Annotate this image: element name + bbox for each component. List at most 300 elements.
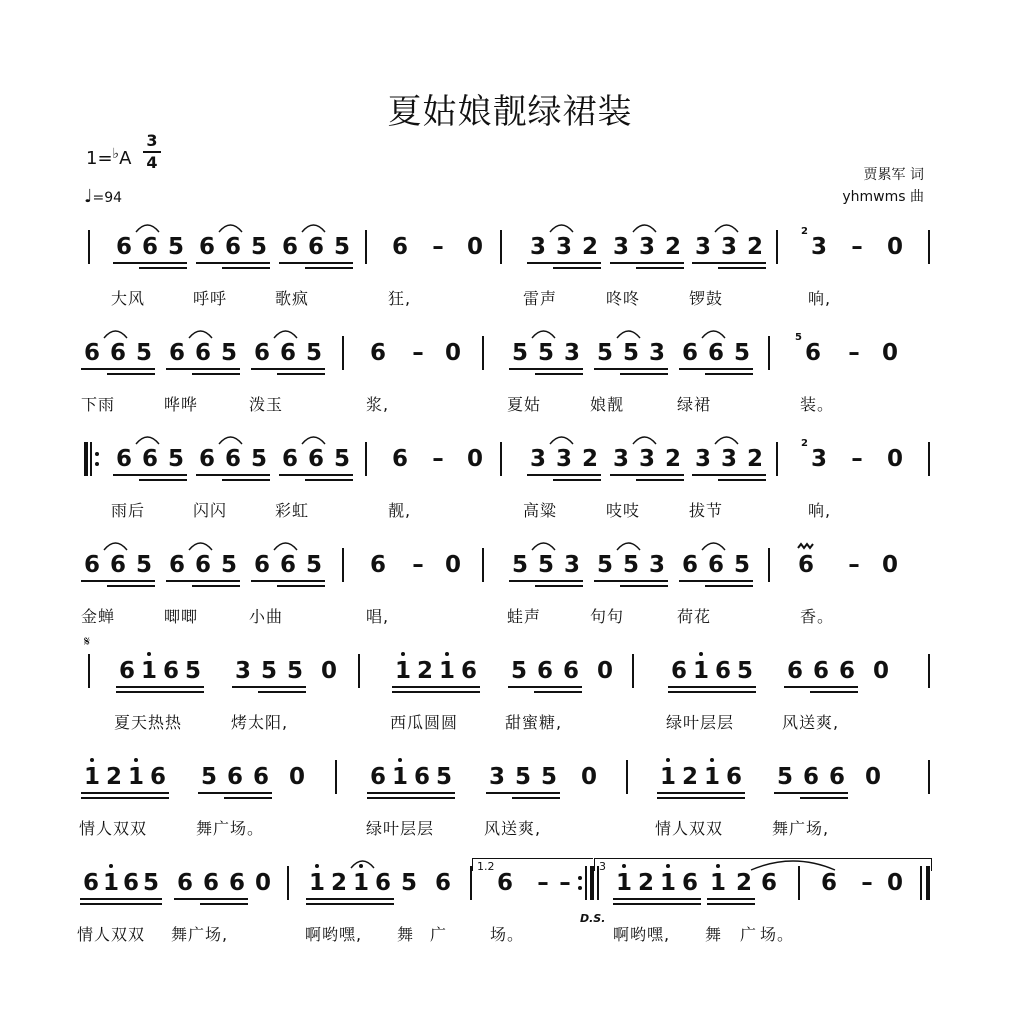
flat-icon: ♭	[112, 146, 120, 162]
note: 6	[725, 764, 742, 790]
note: 1	[391, 764, 408, 790]
note: 6	[828, 764, 845, 790]
barline	[482, 336, 484, 370]
barline	[928, 442, 930, 476]
beam	[692, 262, 766, 264]
note: 0	[886, 234, 903, 260]
slur	[701, 326, 726, 340]
beam	[306, 903, 394, 905]
note: 6	[391, 234, 408, 260]
note: 1	[709, 870, 726, 896]
lyric: 唧唧	[164, 607, 199, 626]
slur	[632, 432, 657, 446]
lyric: 西瓜圆圆	[390, 713, 459, 732]
note: 6	[224, 234, 241, 260]
note: 5	[622, 340, 639, 366]
note: 5	[596, 552, 613, 578]
lyric: 歌疯	[275, 289, 310, 308]
note: 2	[416, 658, 433, 684]
note: 6	[413, 764, 430, 790]
lyric: 拔节	[689, 501, 724, 520]
beam	[113, 474, 187, 476]
beam	[277, 585, 325, 587]
note: 1	[615, 870, 632, 896]
lyric: 场。	[490, 925, 525, 944]
dash: –	[848, 552, 860, 578]
note: 1	[352, 870, 369, 896]
notes-staff	[0, 538, 1020, 598]
note: 5	[537, 552, 554, 578]
time-signature: 3 4	[143, 132, 161, 172]
note: 6	[83, 340, 100, 366]
lyric: 呼呼	[193, 289, 228, 308]
beam	[196, 474, 270, 476]
note: 2	[664, 234, 681, 260]
note: 6	[226, 764, 243, 790]
note: 2	[681, 764, 698, 790]
beam	[707, 903, 755, 905]
beam	[657, 792, 745, 794]
beam	[116, 691, 204, 693]
note: 2	[664, 446, 681, 472]
note: 3	[612, 446, 629, 472]
note: 5	[537, 340, 554, 366]
beam	[139, 479, 187, 481]
note: 5	[200, 764, 217, 790]
beam	[486, 792, 560, 794]
lyric: 句句	[590, 607, 625, 626]
lyric: 舞广场。	[196, 819, 265, 838]
note: 6	[109, 340, 126, 366]
octave-dot	[109, 864, 113, 868]
beam	[222, 267, 270, 269]
note: 6	[812, 658, 829, 684]
note: 6	[83, 552, 100, 578]
note: 5	[511, 340, 528, 366]
lyric: 彩虹	[275, 501, 310, 520]
note: 6	[224, 446, 241, 472]
note: 6	[141, 234, 158, 260]
note: 0	[596, 658, 613, 684]
lyric: 锣鼓	[689, 289, 724, 308]
note: 2	[581, 234, 598, 260]
beam	[251, 368, 325, 370]
beam	[553, 267, 601, 269]
notes-staff	[0, 220, 1020, 280]
barline	[776, 230, 778, 264]
note: 3	[563, 552, 580, 578]
note: 6	[141, 446, 158, 472]
note: 5	[250, 446, 267, 472]
slur	[188, 326, 213, 340]
octave-dot	[90, 758, 94, 762]
note: 6	[115, 234, 132, 260]
note: 6	[391, 446, 408, 472]
beam	[692, 474, 766, 476]
note: 5	[540, 764, 557, 790]
beam	[620, 585, 668, 587]
beam	[139, 267, 187, 269]
beam	[679, 368, 753, 370]
note: 5	[510, 658, 527, 684]
note: 6	[198, 446, 215, 472]
slur	[218, 220, 243, 234]
note: 1	[308, 870, 325, 896]
note: 6	[369, 340, 386, 366]
beam	[594, 580, 668, 582]
note: 5	[167, 446, 184, 472]
dash: –	[412, 340, 424, 366]
note: 3	[648, 552, 665, 578]
dash: –	[861, 870, 873, 896]
beam	[392, 691, 480, 693]
note: 3	[638, 234, 655, 260]
beam	[305, 267, 353, 269]
score-line	[0, 750, 1020, 860]
note: 3	[720, 234, 737, 260]
note: 3	[488, 764, 505, 790]
dash: –	[412, 552, 424, 578]
note: 6	[279, 552, 296, 578]
note: 3	[720, 446, 737, 472]
beam	[784, 686, 858, 688]
note: 6	[802, 764, 819, 790]
note: 0	[881, 340, 898, 366]
slur	[549, 220, 574, 234]
barline	[768, 336, 770, 370]
beam	[232, 686, 306, 688]
dash: –	[851, 446, 863, 472]
slur	[549, 432, 574, 446]
note: 0	[466, 234, 483, 260]
slur	[301, 220, 326, 234]
song-title: 夏姑娘靓绿裙装	[387, 92, 633, 132]
beam	[553, 479, 601, 481]
score-line	[0, 326, 1020, 436]
note: 6	[681, 340, 698, 366]
beam	[535, 585, 583, 587]
note: 3	[810, 446, 827, 472]
beam	[80, 903, 162, 905]
note: 6	[198, 234, 215, 260]
note: 3	[555, 446, 572, 472]
note: 0	[886, 870, 903, 896]
beam	[512, 797, 560, 799]
beam	[718, 479, 766, 481]
lyric: 金蝉	[81, 607, 116, 626]
lyric: 情人双双	[79, 819, 148, 838]
note: 2	[735, 870, 752, 896]
score-line	[0, 432, 1020, 542]
slur	[616, 538, 641, 552]
lyric: 绿裙	[677, 395, 712, 414]
beam	[198, 792, 272, 794]
credits	[842, 164, 924, 208]
note: 3	[694, 446, 711, 472]
note: 6	[118, 658, 135, 684]
barline	[335, 760, 337, 794]
beam	[527, 262, 601, 264]
note: 6	[162, 658, 179, 684]
octave-dot	[315, 864, 319, 868]
note: 1	[692, 658, 709, 684]
note: 6	[707, 340, 724, 366]
note: 3	[563, 340, 580, 366]
lyric: 唱,	[366, 607, 390, 626]
note: 6	[253, 552, 270, 578]
slur	[273, 326, 298, 340]
note: 1	[127, 764, 144, 790]
beam	[707, 898, 755, 900]
note: 1	[102, 870, 119, 896]
note: 6	[797, 552, 814, 578]
lyric: 情人双双	[655, 819, 724, 838]
beam	[718, 267, 766, 269]
note: 6	[786, 658, 803, 684]
note: 5	[776, 764, 793, 790]
note: 6	[820, 870, 837, 896]
beam	[279, 474, 353, 476]
note: 5	[596, 340, 613, 366]
slur	[103, 538, 128, 552]
beam	[610, 262, 684, 264]
note: 6	[82, 870, 99, 896]
note: 6	[202, 870, 219, 896]
lyric: 香。	[800, 607, 835, 626]
lyric: 绿叶层层	[366, 819, 435, 838]
octave-dot	[147, 652, 151, 656]
lyric: 小曲	[249, 607, 284, 626]
note: 1	[703, 764, 720, 790]
beam	[535, 373, 583, 375]
final-barline	[920, 866, 936, 900]
barline	[928, 654, 930, 688]
slur	[531, 326, 556, 340]
note: 0	[444, 552, 461, 578]
octave-dot	[666, 758, 670, 762]
note: 6	[168, 552, 185, 578]
note: 5	[250, 234, 267, 260]
note: 6	[562, 658, 579, 684]
score-line	[0, 538, 1020, 648]
slur	[632, 220, 657, 234]
beam	[116, 686, 204, 688]
lyric: 情人双双	[77, 925, 146, 944]
beam	[305, 479, 353, 481]
note: 6	[109, 552, 126, 578]
beam	[508, 686, 582, 688]
slur	[103, 326, 128, 340]
note: 6	[369, 764, 386, 790]
beam	[113, 262, 187, 264]
lyric: 大风	[111, 289, 146, 308]
beam	[258, 691, 306, 693]
quarter-note-icon: ♩	[84, 186, 93, 207]
beam	[527, 474, 601, 476]
notes-staff	[0, 326, 1020, 386]
note: 0	[320, 658, 337, 684]
note: 6	[252, 764, 269, 790]
note: 6	[194, 552, 211, 578]
beam	[222, 479, 270, 481]
dash: –	[432, 446, 444, 472]
note: 2	[105, 764, 122, 790]
barline	[626, 760, 628, 794]
note: 5	[184, 658, 201, 684]
note: 5	[305, 340, 322, 366]
lyric: 闪闪	[193, 501, 228, 520]
note: 0	[864, 764, 881, 790]
note: 0	[580, 764, 597, 790]
dash: –	[537, 870, 549, 896]
note: 6	[194, 340, 211, 366]
note: 6	[496, 870, 513, 896]
note: 5	[260, 658, 277, 684]
beam	[174, 898, 248, 900]
trill-icon	[797, 542, 815, 550]
barline	[88, 654, 90, 688]
lyric: 舞广场,	[772, 819, 830, 838]
note: 6	[149, 764, 166, 790]
beam	[107, 585, 155, 587]
note: 1	[140, 658, 157, 684]
beam	[620, 373, 668, 375]
slur	[616, 326, 641, 340]
note: 5	[142, 870, 159, 896]
lyric: 装。	[800, 395, 835, 414]
note: 6	[707, 552, 724, 578]
note: 6	[434, 870, 451, 896]
lyric: 狂,	[388, 289, 412, 308]
beam	[636, 479, 684, 481]
lyric: 雷声	[523, 289, 558, 308]
note: 5	[167, 234, 184, 260]
lyric: 场。	[760, 925, 795, 944]
note: 5	[400, 870, 417, 896]
lyric: 舞广场,	[171, 925, 229, 944]
barline	[632, 654, 634, 688]
barline	[928, 760, 930, 794]
note: 5	[220, 552, 237, 578]
beam	[192, 373, 240, 375]
beam	[613, 903, 701, 905]
note: 6	[681, 552, 698, 578]
note: 6	[307, 234, 324, 260]
slur	[714, 220, 739, 234]
grace-note: 5	[795, 332, 802, 343]
note: 3	[234, 658, 251, 684]
lyric: 下雨	[81, 395, 116, 414]
note: 3	[694, 234, 711, 260]
note: 5	[286, 658, 303, 684]
composer: yhmwms 曲	[842, 189, 924, 205]
note: 6	[369, 552, 386, 578]
barline	[342, 548, 344, 582]
note: 1	[394, 658, 411, 684]
lyric: 吱吱	[606, 501, 641, 520]
note: 0	[872, 658, 889, 684]
beam	[107, 373, 155, 375]
lyric: 泼玉	[249, 395, 284, 414]
barline	[776, 442, 778, 476]
note: 6	[281, 446, 298, 472]
lyric: 广	[740, 925, 758, 944]
lyric: 烤太阳,	[231, 713, 289, 732]
dash: –	[851, 234, 863, 260]
volta-bracket-1: 1.2	[472, 858, 593, 871]
note: 1	[659, 870, 676, 896]
note: 6	[176, 870, 193, 896]
score-line	[0, 644, 1020, 754]
beam	[705, 373, 753, 375]
note: 0	[288, 764, 305, 790]
note: 1	[659, 764, 676, 790]
beam	[705, 585, 753, 587]
notes-staff	[0, 750, 1020, 810]
lyric: 夏天热热	[114, 713, 183, 732]
score-line	[0, 220, 1020, 330]
note: 6	[536, 658, 553, 684]
note: 3	[555, 234, 572, 260]
note: 1	[438, 658, 455, 684]
note: 0	[444, 340, 461, 366]
barline	[482, 548, 484, 582]
note: 5	[733, 552, 750, 578]
barline	[342, 336, 344, 370]
beam	[810, 691, 858, 693]
dash: –	[432, 234, 444, 260]
beam	[800, 797, 848, 799]
lyric: 高粱	[523, 501, 558, 520]
beam	[509, 580, 583, 582]
grace-note: 2	[801, 438, 808, 449]
lyric: 甜蜜糖,	[505, 713, 563, 732]
segno-icon: 𝄋	[84, 634, 91, 650]
note: 0	[254, 870, 271, 896]
note: 5	[511, 552, 528, 578]
note: 6	[714, 658, 731, 684]
beam	[367, 797, 455, 799]
beam	[279, 262, 353, 264]
note: 5	[733, 340, 750, 366]
note: 2	[637, 870, 654, 896]
beam	[81, 580, 155, 582]
slur	[273, 538, 298, 552]
lyric: 雨后	[111, 501, 146, 520]
da-segno: D.S.	[580, 912, 606, 925]
beam	[774, 792, 848, 794]
beam	[251, 580, 325, 582]
note: 6	[115, 446, 132, 472]
lyric: 啊哟嘿,	[613, 925, 671, 944]
lyric: 咚咚	[606, 289, 641, 308]
slur	[135, 220, 160, 234]
slur	[701, 538, 726, 552]
lyric: 绿叶层层	[666, 713, 735, 732]
note: 6	[122, 870, 139, 896]
lyric: 蛙声	[507, 607, 542, 626]
note: 3	[810, 234, 827, 260]
octave-dot	[710, 758, 714, 762]
beam	[166, 580, 240, 582]
lyric: 娘靓	[590, 395, 625, 414]
barline	[365, 442, 367, 476]
note: 5	[333, 446, 350, 472]
beam	[81, 792, 169, 794]
note: 5	[135, 340, 152, 366]
note: 5	[435, 764, 452, 790]
beam	[192, 585, 240, 587]
